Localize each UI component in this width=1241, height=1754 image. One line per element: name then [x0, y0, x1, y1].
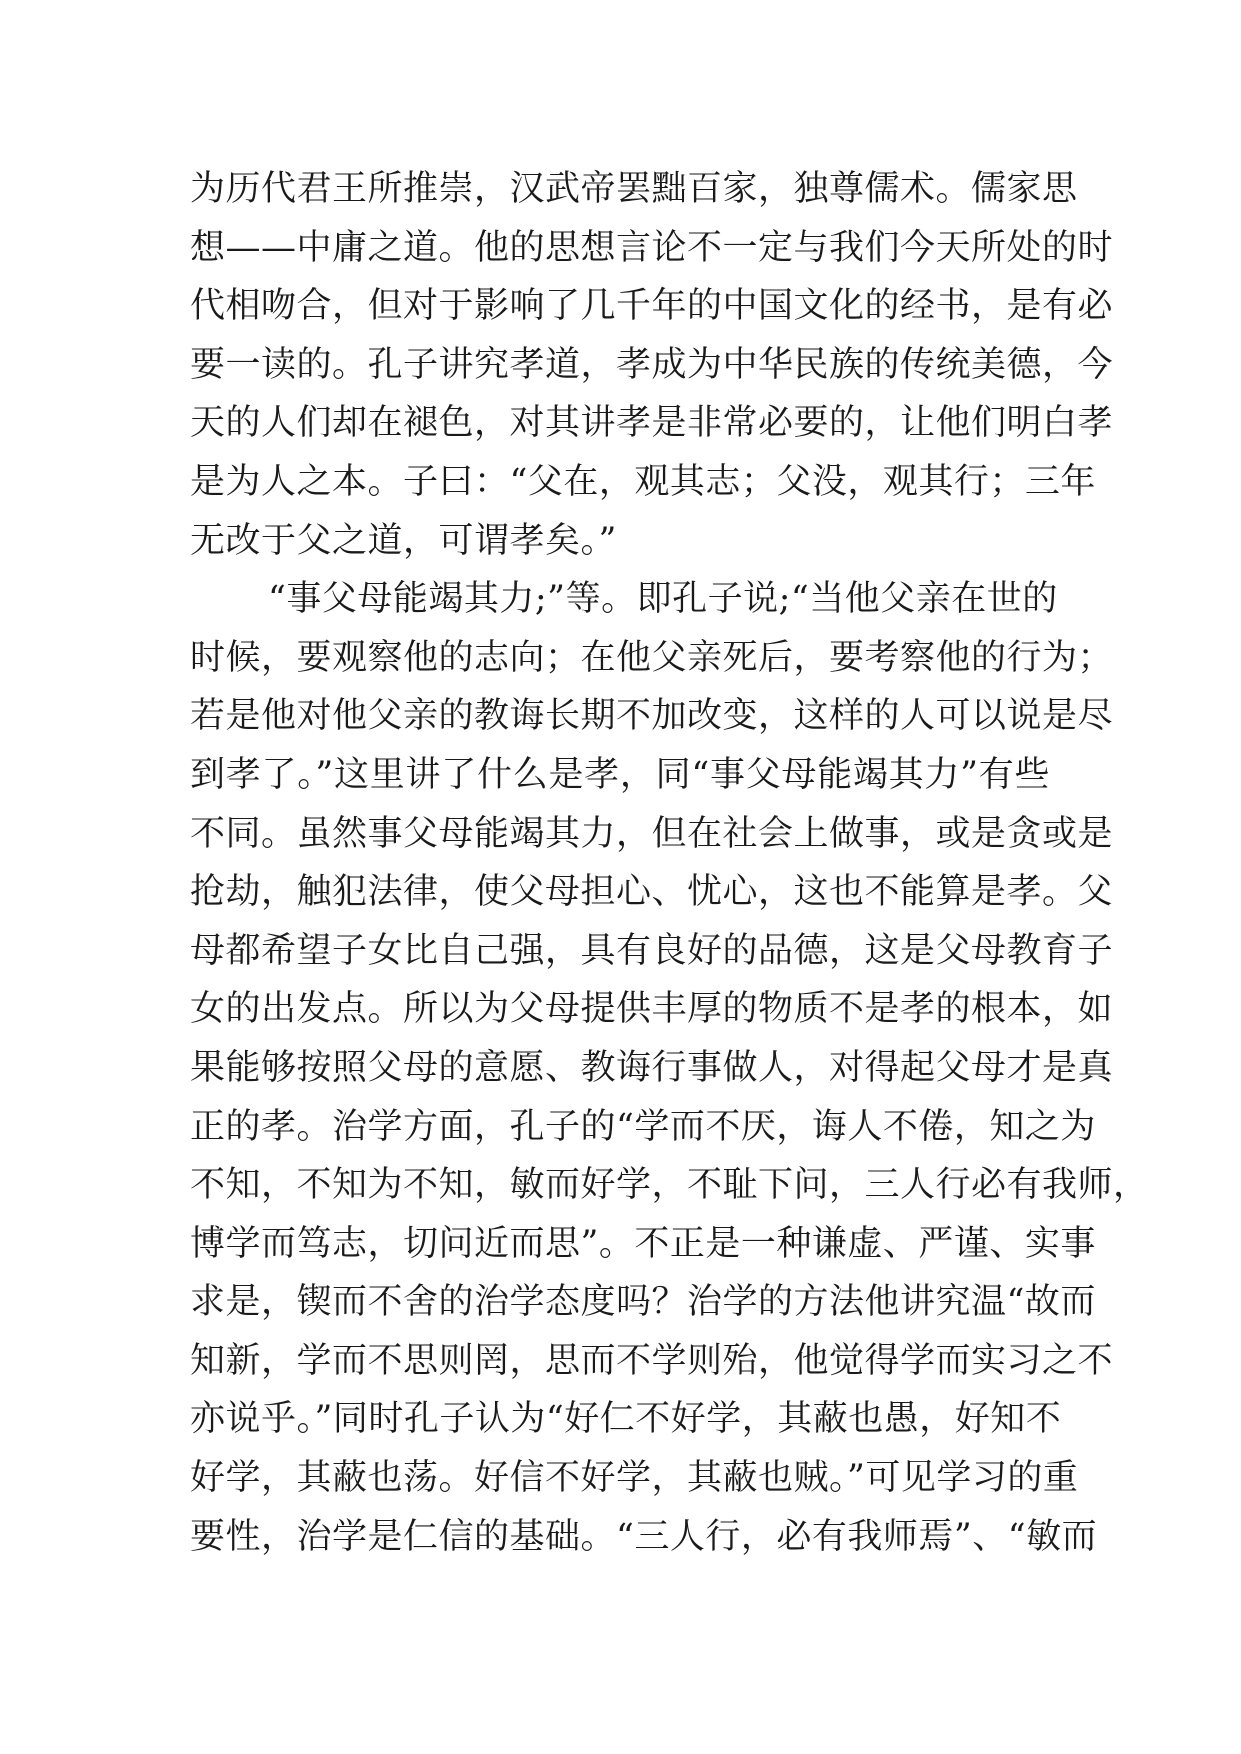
text-line: 博学而笃志，切问近而思”。不正是一种谦虚、严谨、实事 [190, 1223, 1096, 1264]
text-line: 好学，其蔽也荡。好信不好学，其蔽也贼。”可见学习的重 [190, 1458, 1079, 1499]
text-line: 若是他对他父亲的教诲长期不加改变，这样的人可以说是尽 [190, 696, 1114, 737]
text-line: 天的人们却在褪色，对其讲孝是非常必要的，让他们明白孝 [190, 403, 1114, 444]
text-line: “事父母能竭其力;”等。即孔子说;“当他父亲在世的 [268, 579, 1058, 620]
text-line: 果能够按照父母的意愿、教诲行事做人，对得起父母才是真 [190, 1047, 1114, 1088]
text-line: 要一读的。孔子讲究孝道，孝成为中华民族的传统美德，今 [190, 344, 1114, 385]
body-text [190, 160, 1149, 1566]
text-line: 为历代君王所推崇，汉武帝罢黜百家，独尊儒术。儒家思 [190, 169, 1078, 209]
text-line: 不知，不知为不知，敏而好学，不耻下问，三人行必有我师， [190, 1165, 1149, 1206]
text-line: 想——中庸之道。他的思想言论不一定与我们今天所处的时 [190, 227, 1114, 268]
text-line: 是为人之本。子曰：“父在，观其志；父没，观其行；三年 [190, 461, 1096, 502]
text-line: 时候，要观察他的志向；在他父亲死后，要考察他的行为； [190, 637, 1114, 678]
text-line: 知新，学而不思则罔，思而不学则殆，他觉得学而实习之不 [190, 1340, 1114, 1381]
text-line: 求是，锲而不舍的治学态度吗？治学的方法他讲究温“故而 [190, 1282, 1096, 1323]
text-line: 抢劫，触犯法律，使父母担心、忧心，这也不能算是孝。父 [190, 872, 1114, 913]
paragraph-2 [190, 570, 1149, 1566]
text-line: 母都希望子女比自己强，具有良好的品德，这是父母教育子 [190, 930, 1114, 971]
text-line: 要性，治学是仁信的基础。“三人行，必有我师焉”、“敏而 [190, 1516, 1098, 1557]
text-line: 到孝了。”这里讲了什么是孝，同“事父母能竭其力”有些 [190, 754, 1050, 795]
text-line: 女的出发点。所以为父母提供丰厚的物质不是孝的根本，如 [190, 989, 1114, 1030]
text-line: 代相吻合，但对于影响了几千年的中国文化的经书，是有必 [190, 286, 1114, 327]
paragraph-1 [190, 160, 1114, 570]
text-line: 正的孝。治学方面，孔子的“学而不厌，诲人不倦，知之为 [190, 1106, 1096, 1147]
text-line: 亦说乎。”同时孔子认为“好仁不好学，其蔽也愚，好知不 [190, 1399, 1062, 1440]
text-line: 无改于父之道，可谓孝矣。” [190, 520, 617, 561]
text-line: 不同。虽然事父母能竭其力，但在社会上做事，或是贪或是 [190, 813, 1114, 854]
